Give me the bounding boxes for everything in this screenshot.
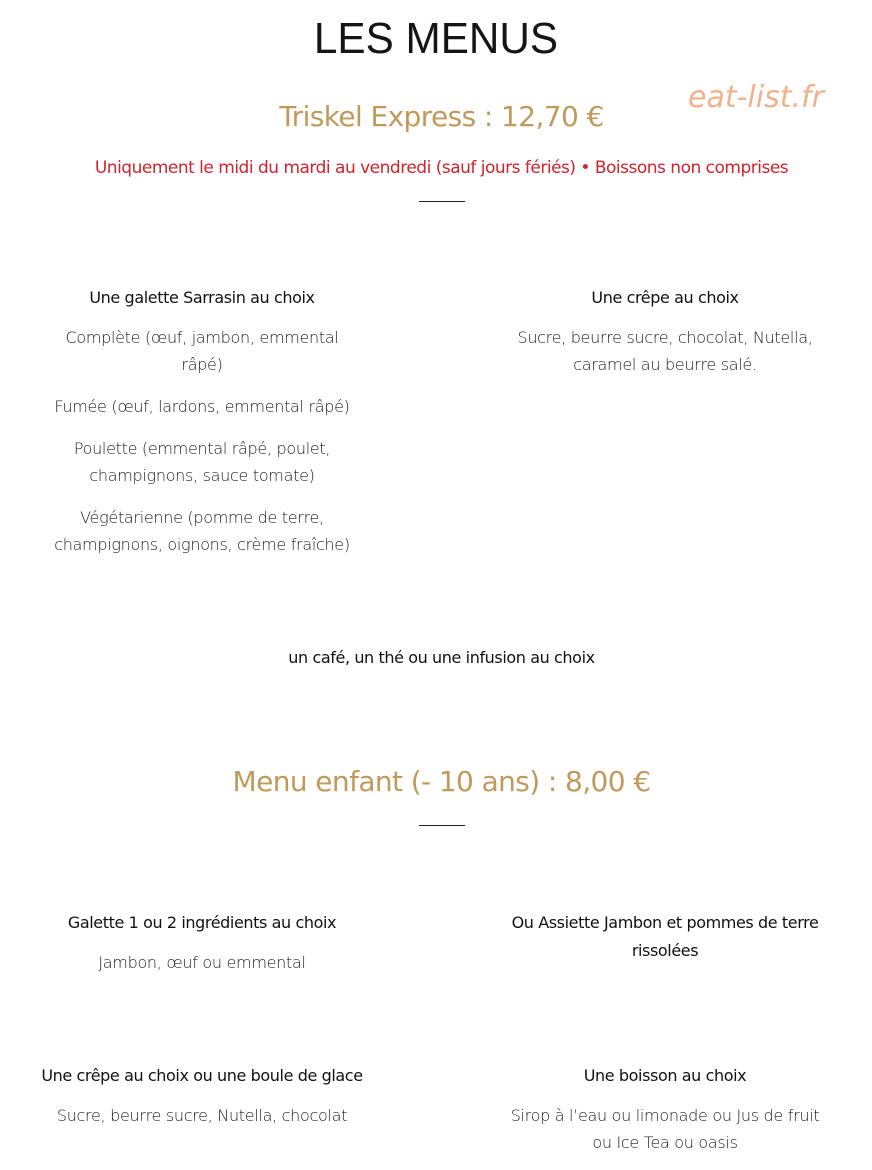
watermark: eat-list.fr	[688, 80, 824, 115]
kids-assiette-section	[505, 909, 825, 965]
galette-item: Végétarienne (pomme de terre, champignons, oignons, crème fraîche)	[54, 508, 350, 554]
page-title: LES MENUS	[313, 14, 559, 63]
crepe-heading: Une crêpe au choix	[591, 288, 739, 307]
galette-list	[52, 324, 352, 558]
kids-boisson-text: Sirop à l’eau ou limonade ou Jus de fruit ou Ice Tea ou oasis	[510, 1106, 820, 1152]
galette-section	[52, 284, 352, 573]
kids-boisson-heading: Une boisson au choix	[583, 1066, 747, 1085]
kids-crepe-text: Sucre, beurre sucre, Nutella, chocolat	[56, 1106, 348, 1125]
galette-heading: Une galette Sarrasin au choix	[89, 288, 315, 307]
drink-line: un café, un thé ou une infusion au choix	[288, 648, 595, 667]
kids-crepe-heading: Une crêpe au choix ou une boule de glace	[41, 1066, 363, 1085]
kids-galette-section	[42, 909, 362, 976]
kids-boisson-section	[500, 1062, 830, 1156]
kids-galette-heading: Galette 1 ou 2 ingrédients au choix	[67, 913, 337, 932]
kids-assiette-heading: Ou Assiette Jambon et pommes de terre rissolées	[511, 913, 819, 960]
divider	[419, 201, 465, 202]
galette-item: Fumée (œuf, lardons, emmental râpé)	[54, 397, 350, 416]
galette-item: Poulette (emmental râpé, poulet, champignons, sauce tomate)	[73, 439, 331, 485]
menu-title-enfant: Menu enfant (- 10 ans) : 8,00 €	[232, 765, 651, 798]
divider	[419, 825, 465, 826]
crepe-text: Sucre, beurre sucre, chocolat, Nutella, caramel au beurre salé.	[517, 328, 813, 374]
crepe-section	[505, 284, 825, 378]
galette-item: Complète (œuf, jambon, emmental râpé)	[65, 328, 339, 374]
menu-subtitle: Uniquement le midi du mardi au vendredi (sauf jours fériés) • Boissons non comprises	[94, 158, 789, 178]
kids-galette-text: Jambon, œuf ou emmental	[98, 953, 306, 972]
menu-title-triskel: Triskel Express : 12,70 €	[279, 100, 604, 133]
kids-crepe-section	[22, 1062, 382, 1129]
